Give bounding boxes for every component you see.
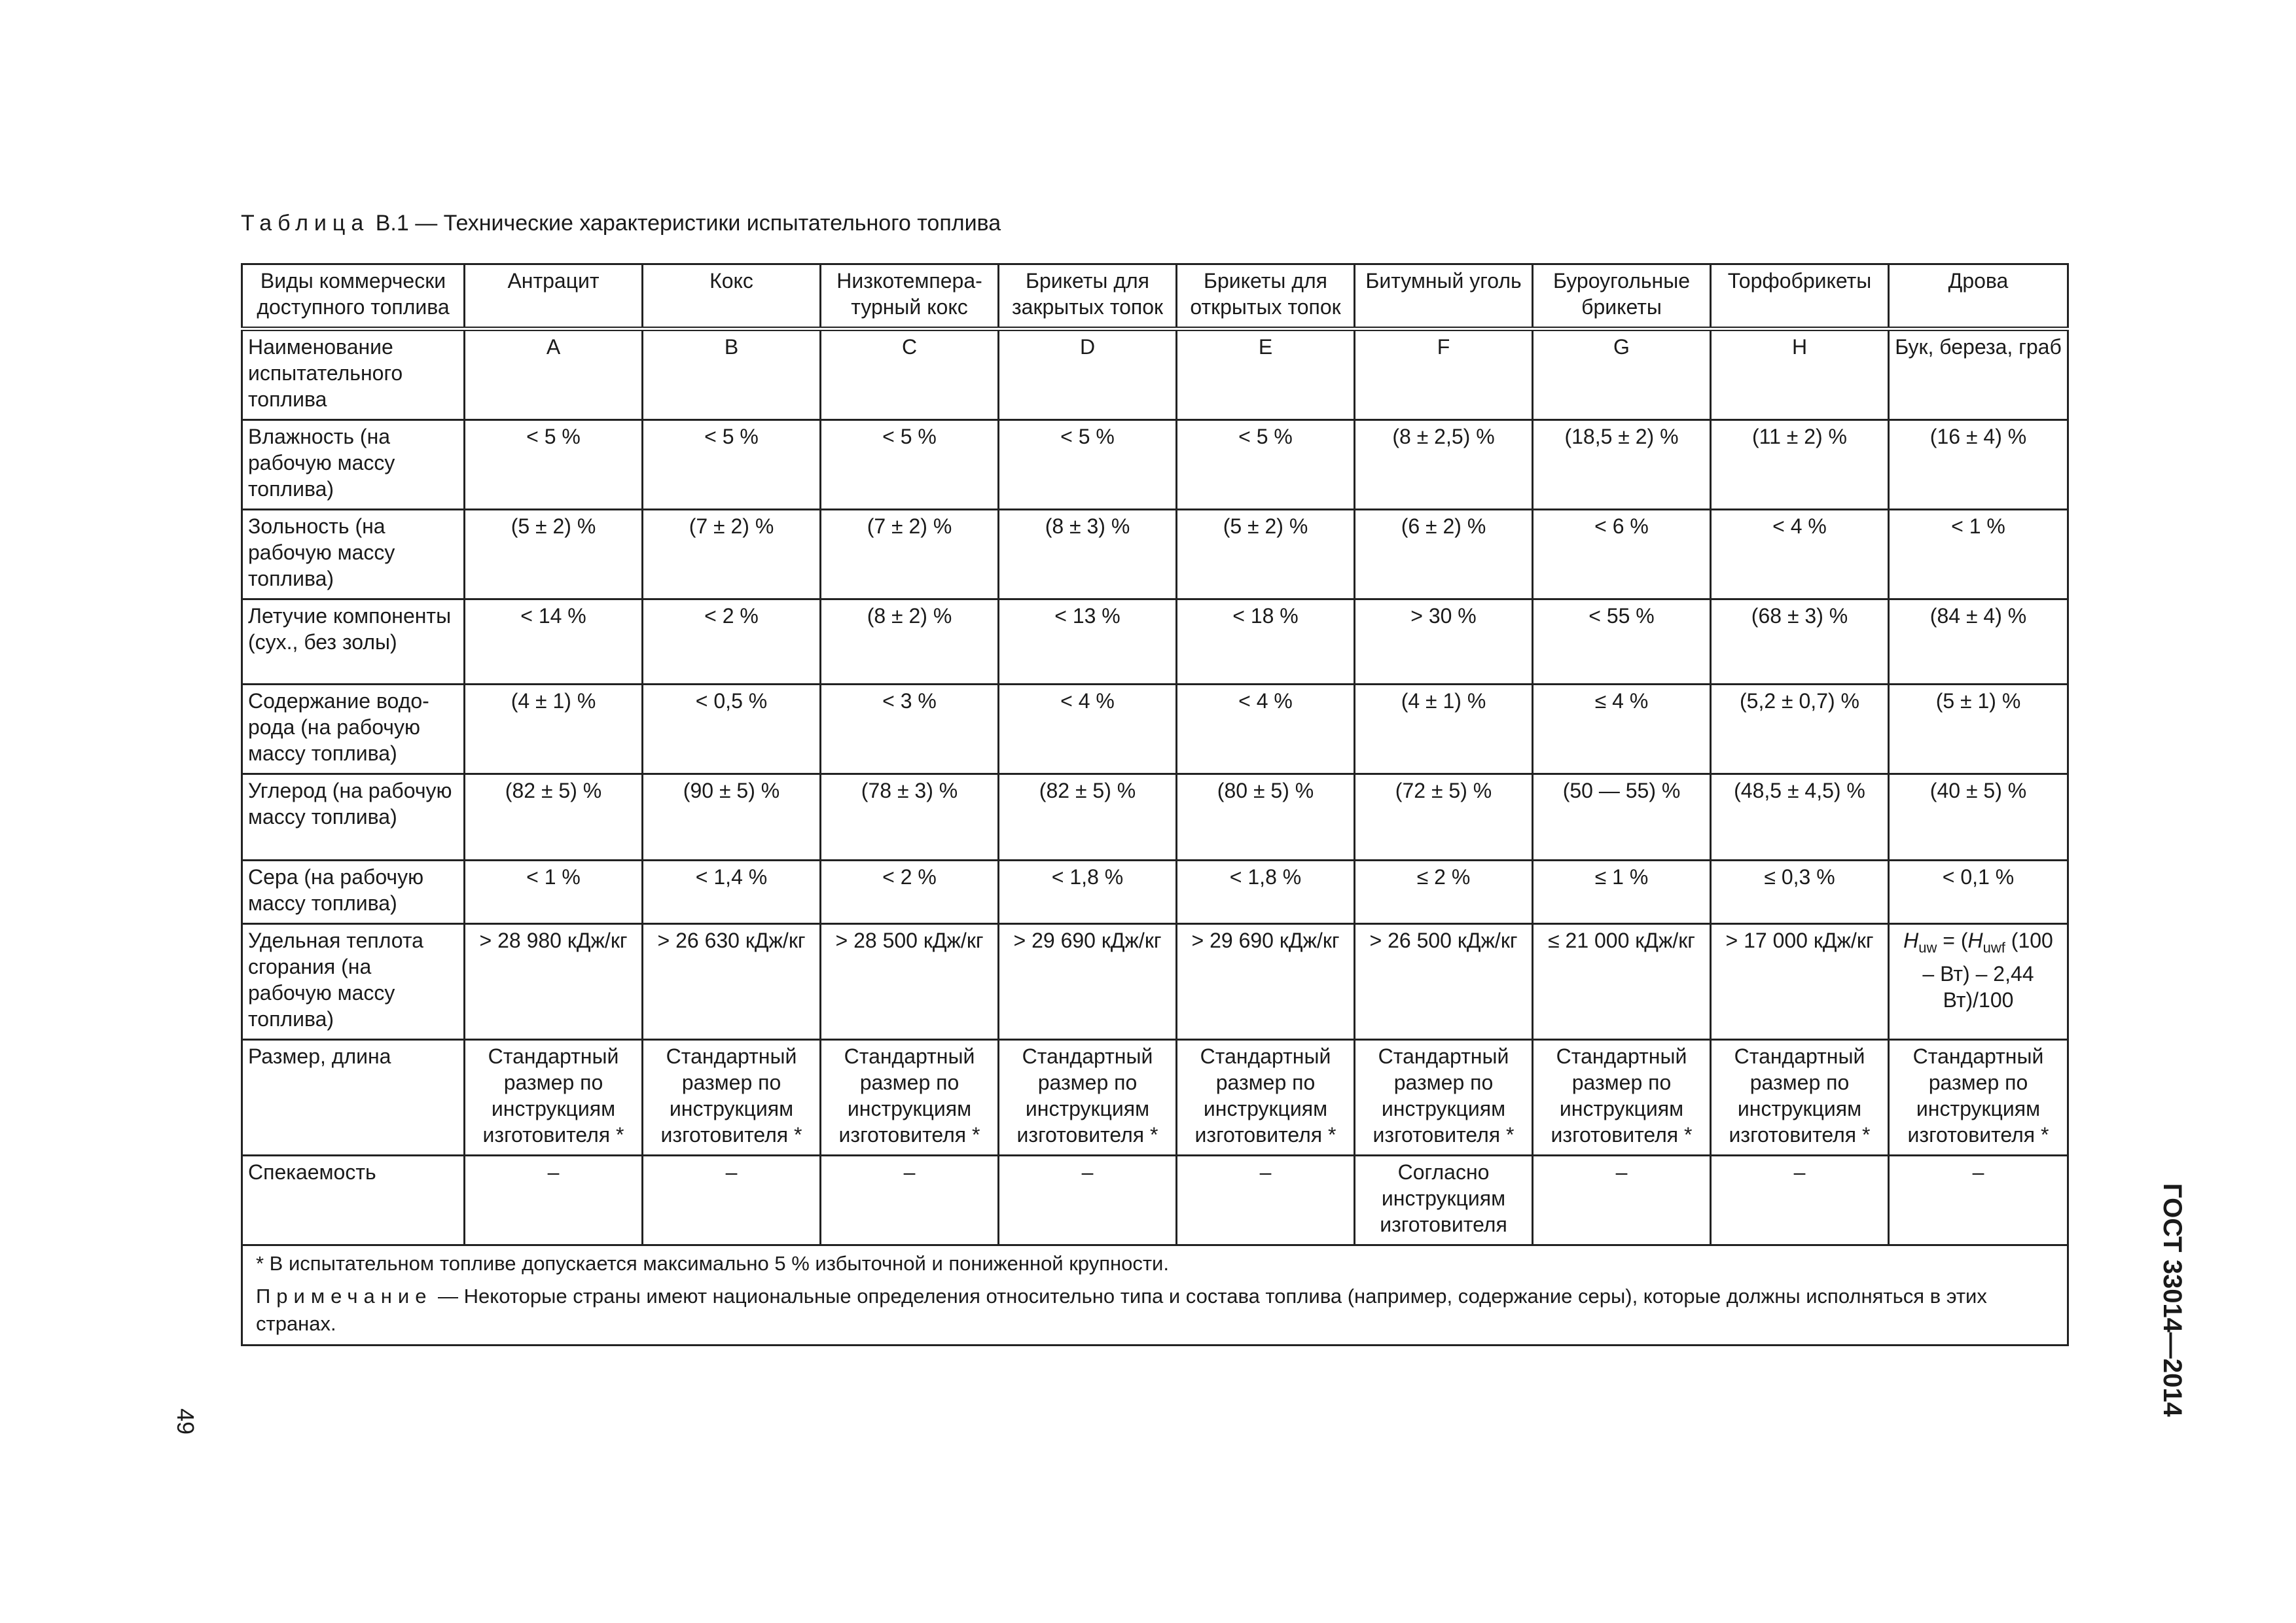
table-cell: (8 ± 2) % [821, 599, 999, 685]
table-cell: – [821, 1156, 999, 1245]
header-row-label: Виды коммерчески доступного топлива [242, 264, 465, 329]
table-cell: < 4 % [999, 685, 1177, 774]
row-label: Сера (на рабочую массу топлива) [242, 861, 465, 924]
table-cell: (4 ± 1) % [1355, 685, 1533, 774]
table-cell: – [1533, 1156, 1711, 1245]
table-cell: H [1711, 329, 1889, 420]
row-label: Размер, длина [242, 1040, 465, 1156]
table-row [242, 510, 2068, 599]
table-cell: F [1355, 329, 1533, 420]
table-cell: < 5 % [1177, 420, 1355, 510]
table-cell: (72 ± 5) % [1355, 774, 1533, 861]
table-cell: (78 ± 3) % [821, 774, 999, 861]
table-cell: < 4 % [1711, 510, 1889, 599]
table-row [242, 329, 2068, 420]
table-cell: Стандартный размер по инструкциям изготовителя * [465, 1040, 643, 1156]
table-cell: < 55 % [1533, 599, 1711, 685]
row-label: Летучие компоненты (сух., без золы) [242, 599, 465, 685]
table-cell: < 13 % [999, 599, 1177, 685]
table-cell: (8 ± 2,5) % [1355, 420, 1533, 510]
table-cell: (50 — 55) % [1533, 774, 1711, 861]
table-cell: Стандартный размер по инструкциям изготовителя * [1355, 1040, 1533, 1156]
table-cell: – [465, 1156, 643, 1245]
footnote-row [242, 1245, 2068, 1346]
table-cell: (8 ± 3) % [999, 510, 1177, 599]
table-cell: Стандартный размер по инструкциям изготовителя * [821, 1040, 999, 1156]
table-cell: Стандартный размер по инструкциям изготовителя * [1711, 1040, 1889, 1156]
table-cell: < 14 % [465, 599, 643, 685]
table-cell: Стандартный размер по инструкциям изготовителя * [643, 1040, 821, 1156]
star-footnote: * В испытательном топливе допускается максимально 5 % избыточной и пониженной крупности. [256, 1252, 1169, 1275]
table-row [242, 774, 2068, 861]
row-label: Влажность (на рабочую массу топлива) [242, 420, 465, 510]
table-row [242, 861, 2068, 924]
table-cell: > 26 500 кДж/кг [1355, 924, 1533, 1040]
table-cell: D [999, 329, 1177, 420]
table-cell: < 6 % [1533, 510, 1711, 599]
table-cell: (82 ± 5) % [999, 774, 1177, 861]
formula-symbol: H [1903, 929, 1919, 952]
table-cell: (18,5 ± 2) % [1533, 420, 1711, 510]
table-cell: ≤ 2 % [1355, 861, 1533, 924]
header-cell: Брикеты для закрытых топок [999, 264, 1177, 329]
table-cell: (5 ± 2) % [1177, 510, 1355, 599]
header-cell: Торфобрикеты [1711, 264, 1889, 329]
caption-text: В.1 — Технические характеристики испытательного топлива [369, 211, 1001, 236]
table-cell: < 5 % [999, 420, 1177, 510]
table-cell: (48,5 ± 4,5) % [1711, 774, 1889, 861]
table-row [242, 1156, 2068, 1245]
table-cell: ≤ 21 000 кДж/кг [1533, 924, 1711, 1040]
table-cell: – [1889, 1156, 2068, 1245]
table-cell: < 2 % [821, 861, 999, 924]
table-cell: > 30 % [1355, 599, 1533, 685]
table-cell: < 5 % [821, 420, 999, 510]
table-cell: (5 ± 1) % [1889, 685, 2068, 774]
table-cell: – [1711, 1156, 1889, 1245]
table-cell: (5,2 ± 0,7) % [1711, 685, 1889, 774]
table-cell: G [1533, 329, 1711, 420]
table-cell: Бук, береза, граб [1889, 329, 2068, 420]
table-cell: (82 ± 5) % [465, 774, 643, 861]
table-cell: – [1177, 1156, 1355, 1245]
table-cell: ≤ 1 % [1533, 861, 1711, 924]
table-cell: C [821, 329, 999, 420]
table-cell: (5 ± 2) % [465, 510, 643, 599]
heat-formula-cell [1889, 924, 2068, 1040]
table-cell: – [643, 1156, 821, 1245]
row-label: Зольность (на рабочую массу топлива) [242, 510, 465, 599]
row-label: Удельная теплота сгорания (на рабочую массу топлива) [242, 924, 465, 1040]
table-cell: < 0,5 % [643, 685, 821, 774]
table-cell: < 18 % [1177, 599, 1355, 685]
note-label: Примечание [256, 1285, 433, 1308]
document-id: ГОСТ 33014—2014 [2158, 1183, 2187, 1417]
header-cell: Дрова [1889, 264, 2068, 329]
table-cell: ≤ 0,3 % [1711, 861, 1889, 924]
formula-text: = ( [1937, 929, 1968, 952]
table-cell: (84 ± 4) % [1889, 599, 2068, 685]
table-cell: (40 ± 5) % [1889, 774, 2068, 861]
table-cell: < 4 % [1177, 685, 1355, 774]
formula-subscript: uw [1918, 939, 1937, 956]
table-cell: < 1 % [465, 861, 643, 924]
formula-subscript: uwf [1982, 939, 2005, 956]
header-cell: Низкотемпера-турный кокс [821, 264, 999, 329]
table-cell: (7 ± 2) % [821, 510, 999, 599]
table-cell: Стандартный размер по инструкциям изготовителя * [1889, 1040, 2068, 1156]
table-cell: Стандартный размер по инструкциям изготовителя * [999, 1040, 1177, 1156]
table-cell: (7 ± 2) % [643, 510, 821, 599]
table-cell: ≤ 4 % [1533, 685, 1711, 774]
table-cell: A [465, 329, 643, 420]
row-label: Содержание водо-рода (на рабочую массу топлива) [242, 685, 465, 774]
formula-symbol: H [1967, 929, 1983, 952]
table-cell: – [999, 1156, 1177, 1245]
footnotes [242, 1245, 2068, 1346]
header-cell: Кокс [643, 264, 821, 329]
header-cell: Битумный уголь [1355, 264, 1533, 329]
table-cell: < 1,4 % [643, 861, 821, 924]
table-cell: < 1,8 % [1177, 861, 1355, 924]
table-cell: > 26 630 кДж/кг [643, 924, 821, 1040]
table-cell: < 2 % [643, 599, 821, 685]
table-caption [241, 211, 1001, 236]
fuel-characteristics-table [241, 263, 2069, 1346]
table-cell: (80 ± 5) % [1177, 774, 1355, 861]
table-cell: < 5 % [465, 420, 643, 510]
note-text: — Некоторые страны имеют национальные определения относительно типа и состава топлива (например, содержание серы), которые должны исполняться в этих странах. [256, 1285, 1987, 1335]
table-cell: > 29 690 кДж/кг [999, 924, 1177, 1040]
table-cell: (6 ± 2) % [1355, 510, 1533, 599]
table-cell: > 29 690 кДж/кг [1177, 924, 1355, 1040]
table-row [242, 599, 2068, 685]
header-cell: Буроугольные брикеты [1533, 264, 1711, 329]
row-label: Спекаемость [242, 1156, 465, 1245]
table-cell: Стандартный размер по инструкциям изготовителя * [1177, 1040, 1355, 1156]
table-cell: > 28 500 кДж/кг [821, 924, 999, 1040]
table-cell: < 1,8 % [999, 861, 1177, 924]
header-cell: Брикеты для открытых топок [1177, 264, 1355, 329]
table-cell: Согласно инструкциям изготовителя [1355, 1156, 1533, 1245]
table-cell: (4 ± 1) % [465, 685, 643, 774]
table-cell: > 17 000 кДж/кг [1711, 924, 1889, 1040]
note [256, 1283, 2054, 1338]
formula-text: (100 – Вт) – 2,44 Вт)/100 [1922, 929, 2053, 1012]
header-row [242, 264, 2068, 329]
table-cell: (68 ± 3) % [1711, 599, 1889, 685]
row-label: Наименование испытательного топлива [242, 329, 465, 420]
table-cell: B [643, 329, 821, 420]
table-cell: (11 ± 2) % [1711, 420, 1889, 510]
table-row [242, 924, 2068, 1040]
table-cell: Стандартный размер по инструкциям изготовителя * [1533, 1040, 1711, 1156]
table-cell: < 0,1 % [1889, 861, 2068, 924]
caption-label: Таблица [241, 211, 370, 236]
page-number: 49 [172, 1408, 199, 1435]
table-cell: < 1 % [1889, 510, 2068, 599]
table-cell: (16 ± 4) % [1889, 420, 2068, 510]
row-label: Углерод (на рабочую массу топлива) [242, 774, 465, 861]
header-cell: Антрацит [465, 264, 643, 329]
table-cell: E [1177, 329, 1355, 420]
table-cell: < 5 % [643, 420, 821, 510]
table-row [242, 685, 2068, 774]
table-cell: > 28 980 кДж/кг [465, 924, 643, 1040]
table-row [242, 1040, 2068, 1156]
table-cell: (90 ± 5) % [643, 774, 821, 861]
table-row [242, 420, 2068, 510]
table-cell: < 3 % [821, 685, 999, 774]
